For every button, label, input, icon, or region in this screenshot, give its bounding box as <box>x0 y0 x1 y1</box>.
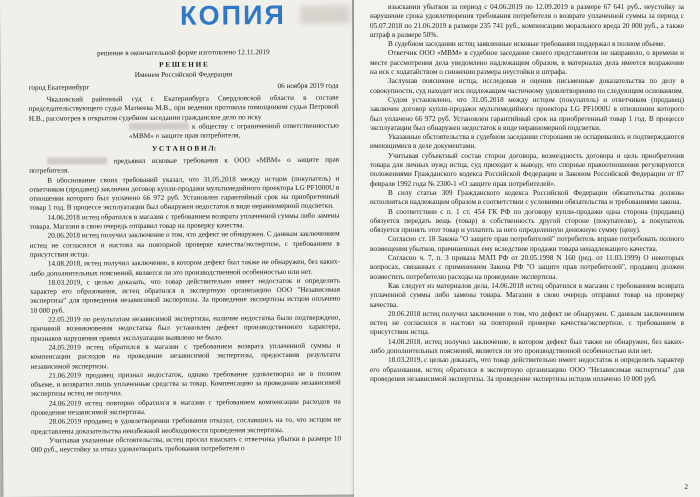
paragraph: Судом установлено, что 31.05.2018 между истцом (покупатель) и ответчиком (продавец) заключен договор купли-продажи мультимедийного проектора LG PF1000U в отношении которого был уплачено 66 972 руб. Установлен гарантийный срок на приобретенный товар 1 год. В процессе эксплуатации был обнаружен недостаток в виде неравномерной подсветки. <box>370 95 684 132</box>
paragraph: В силу статьи 309 Гражданского кодекса Российской Федерации обязательства должны исполняться надлежащим образом в соответствии с условиями обязательства и требованиями закона. <box>370 188 684 207</box>
redacted-block <box>300 6 350 24</box>
page-1-body <box>28 48 341 456</box>
page-2-body <box>370 3 684 384</box>
copy-stamp: КОПИЯ <box>180 0 286 31</box>
paragraph: В обоснование своих требований указал, что 31.05.2018 между истцом (покупатель) и ответчиком (продавец) заключен договор купли-продажи мультимедийного проектора LG PF1000U в отношении которого был уплачено 66 972 руб. Установлен гарантийный срок на приобретенный товар 1 год. В процессе эксплуатации был обнаружен недостаток в виде неравномерной подсветки. <box>29 174 340 213</box>
paragraph: 20.06.2018 истец получил заключение о том, что дефект не обнаружен. С данным заключением истец не согласился и настоял на повторной проверке качества/экспертизе, с требованием в присутствии истца. <box>370 309 684 337</box>
paragraph: 18.03.2019, с целью доказать, что товар действительно имеет недостаток и определить характер его образования, истец обратился в экспертную организацию ООО "Независимая экспертиза" для проведения независимой экспертизы. За проведение экспертизы истцом оплачено 10 000 руб. <box>370 356 684 383</box>
paragraph: 24.05.2019 истец обратился в магазин с требованием возврата уплаченной суммы и компенсации расходов на проведение независимой экспертизы, предоставив результаты независимой экспертизы. <box>30 341 341 371</box>
established-heading: У С Т А Н О В И Л: <box>151 144 217 153</box>
paragraph: Согласно ч. 7, п. 3 приказа МАП РФ от 20.05.1998 N 160 (ред. от 11.03.1999) О некоторых вопросах, связанных с применением Закона РФ "О защите прав потребителей", продавец должен возместить потребителю расходы на проведение экспертизы. <box>370 254 684 281</box>
paragraph: Учитывая субъектный состав сторон договора, возмездность договора и цель приобретения товара для личных нужд истца, суд приходит к выводу, что спорные правоотношения регулируются положениями Гражданского кодекса Российской Федерации и Законом Российской Федерации от 07 февраля 1992 года № 2300-1 «О защите прав потребителей». <box>370 151 684 188</box>
redacted-name <box>47 157 107 164</box>
paragraph: 18.03.2019, с целью доказать, что товар действительно имеет недостаток и определить характер его образования, истец обратился в экспертную организацию ООО "Независимая экспертиза" для проведения независимой экспертизы. За проведение экспертизы истцом оплачено 10 000 руб. <box>30 276 341 315</box>
paragraph: 28.06.2019 продавец в удовлетворении требования отказал, сославшись на то, что истцом не представлены доказательства неизбежной необходимости проведения экспертизы. <box>30 415 341 436</box>
paragraph: 14.08.2018, истец получил заключение, в котором дефект был также не обнаружен, без каких-либо дополнительных пояснений, является ли это производственной особенностью или нет. <box>370 337 684 355</box>
document-page-2 <box>354 0 700 497</box>
page-number: 2 <box>684 483 688 491</box>
document-title: Р Е Ш Е Н И Е <box>159 60 208 70</box>
intro-paragraph: Чкаловский районный суд г. Екатеринбурга Свердловской области в составе председательствующего судьи Матвеева М.В., при ведении протокола помощником судьи Петровой Н.В., рассмотрев в открытом судебном заседании гражданское дело по иску <box>28 93 339 123</box>
paragraph: 14.06.2018 истец обратился в магазин с требованием возврата уплаченной суммы либо замены товара. Магазин в свою очередь отправил товар на проверку качества. <box>29 211 340 231</box>
paragraph: 21.06.2019 продавец признал недостаток, однако требование удовлетворил не в полном объеме, и возвратил лишь уплаченные средства за товар. Компенсацию за проведение независимой экспертизы истец не получил. <box>30 369 341 399</box>
redacted-name <box>129 123 189 130</box>
paragraph: Указанные обстоятельства в судебном заседании сторонами не оспаривались и подтверждаются имеющимися в деле документами. <box>370 133 684 151</box>
date: 06 ноября 2019 года <box>277 81 339 90</box>
document-subtitle: Именем Российской Федерации <box>134 69 233 79</box>
paragraph: предъявил исковые требования к ООО «МВМ» о защите прав потребителя. <box>29 155 340 176</box>
paragraph: Согласно ст. 18 Закона "О защите прав потребителей" потребитель вправе потребовать полного возмещения убытков, причиненных ему вследствие продажи товара ненадлежащего качества. <box>370 235 684 253</box>
paragraph: Ответчик ООО «МВМ» в судебное заседание своего представителя не направило, о времени и месте рассмотрения дела уведомлено надлежащим образом, в материалах дела имеется возражение на иск с ходатайством о снижении размера неустойки и штрафа. <box>370 49 684 77</box>
paragraph: В соответствии с п. 1 ст. 454 ГК РФ по договору купли-продажи одна сторона (продавец) обязуется передать вещь (товар) в собственность другой стороне (покупателю), а покупатель обязуется принять этот товар и уплатить за него определенную денежную сумму (цену). <box>370 207 684 235</box>
paragraph: Учитывая указанные обстоятельства, истец просил взыскать с ответчика убытки в размере 10 000 руб., неустойку за отказ удовлетворить требования потребителя о <box>31 434 342 454</box>
city-date-row <box>29 82 339 93</box>
paragraph: Заслушав пояснения истца, исследовав и оценив письменные доказательства по делу в совокупности, суд находит иск подлежащим частичному удовлетворению по следующим основаниям. <box>370 77 684 95</box>
header-note: решение в окончательной форме изготовлено 12.11.2019 <box>96 48 270 58</box>
paragraph: В судебном заседании истец заявленные исковые требования поддержал в полном объеме. <box>388 40 666 49</box>
paragraph: Как следует из материалов дела, 14.06.2018 истец обратился в магазин с требованием возврата уплаченной суммы либо замены товара. Магазин в свою очередь отправил товар на проверку качества. <box>370 281 684 309</box>
city: город Екатеринбург <box>28 83 90 92</box>
intro-continuation: к обществу с ограниченной ответственностью «МВМ» о защите прав потребителя, <box>128 121 339 141</box>
paragraph: взыскании убытков за период с 04.06.2019 по 12.09.2019 в размере 67 641 руб., неустойку за нарушение срока удовлетворения требования потребителя о возврате уплаченной суммы за период с 05.07.2018 по 21.06.2019 в размере 235 741 руб., компенсацию морального вреда 20 000 руб., а также штраф в размере 50%. <box>370 3 684 39</box>
paragraph: 24.06.2019 истец повторно обратился в магазин с требованием компенсации расходов на проведение независимой экспертизы. <box>30 397 341 417</box>
paragraph: 14.08.2018, истец получил заключение, в котором дефект был также не обнаружен, без каких-либо дополнительных пояснений, является ли это производственной особенностью или нет. <box>29 257 340 278</box>
paragraph: 20.06.2018 истец получил заключение о том, что дефект не обнаружен. С данным заключением истец не согласился и настоял на повторной проверке качества/экспертизе, с требованием в присутствии истца. <box>29 229 340 259</box>
paragraph: 22.05.2019 по результатам независимой экспертизы, наличие недостатка было подтверждено, причиной возникновения недостатка был установлен дефект производственного характера, признаков нарушения правил эксплуатации выявлено не было. <box>30 313 341 343</box>
